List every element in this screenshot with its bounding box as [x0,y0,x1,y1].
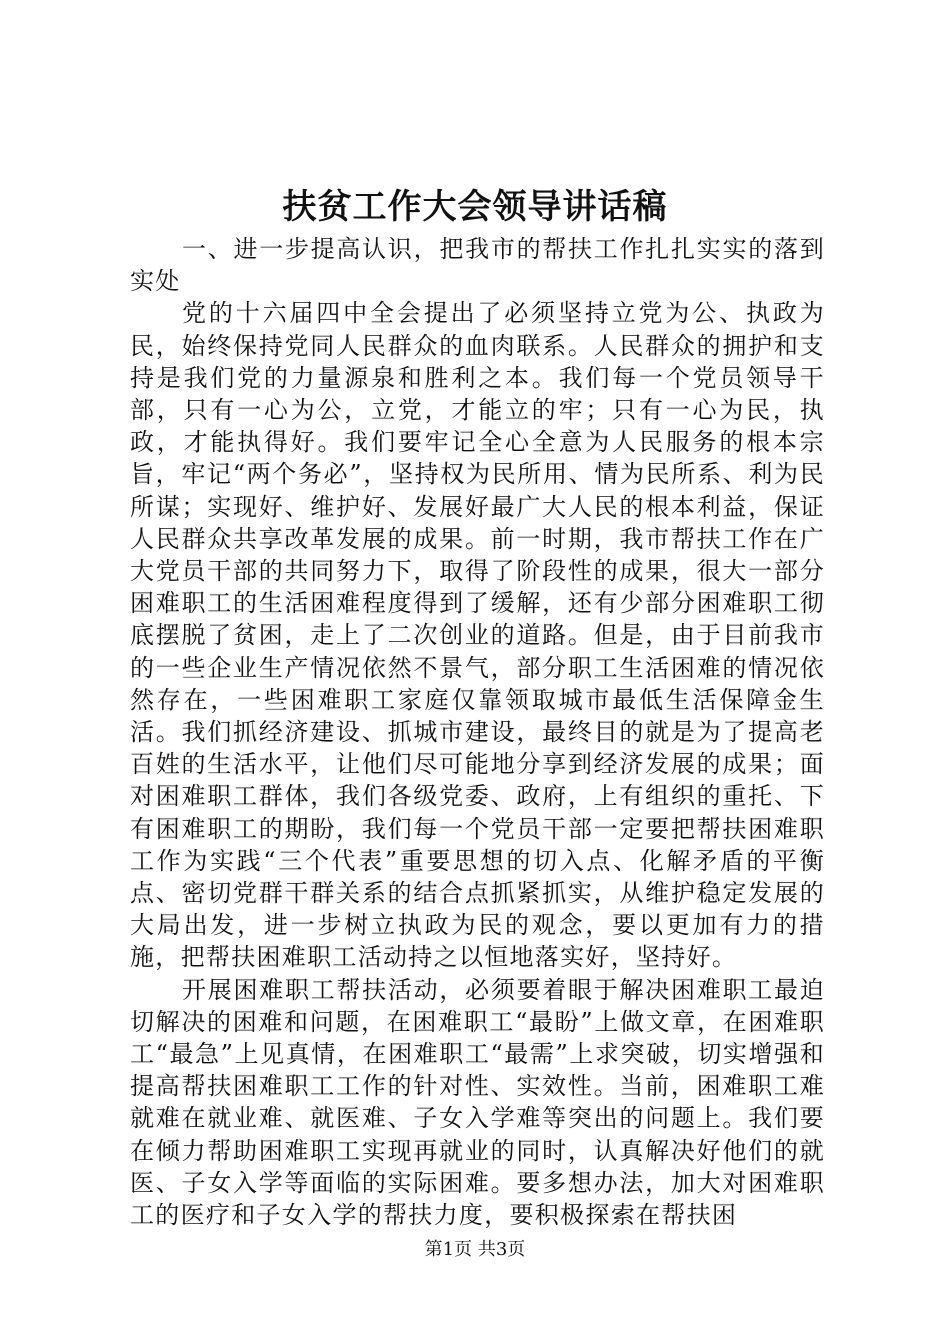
body-paragraph: 开展困难职工帮扶活动，必须要着眼于解决困难职工最迫切解决的困难和问题，在困难职工“最盼”上做文章，在困难职工“最急”上见真情，在困难职工“最需”上求突破，切实增强和提高帮扶困难职工工作的针对性、实效性。当前，困难职工难就难在就业难、就医难、子女入学难等突出的问题上。我们要在倾力帮助困难职工实现再就业的同时，认真解决好他们的就医、子女入学等面临的实际困难。要多想办法，加大对困难职工的医疗和子女入学的帮扶力度，要积极探索在帮扶困 [130,975,825,1230]
body-paragraph: 党的十六届四中全会提出了必须坚持立党为公、执政为民，始终保持党同人民群众的血肉联系。人民群众的拥护和支持是我们党的力量源泉和胜利之本。我们每一个党员领导干部，只有一心为公，立党，才能立的牢；只有一心为民，执政，才能执得好。我们要牢记全心全意为人民服务的根本宗旨，牢记“两个务必”，坚持权为民所用、情为民所系、利为民所谋；实现好、维护好、发展好最广大人民的根本利益，保证人民群众共享改革发展的成果。前一时期，我市帮扶工作在广大党员干部的共同努力下，取得了阶段性的成果，很大一部分困难职工的生活困难程度得到了缓解，还有少部分困难职工彻底摆脱了贫困，走上了二次创业的道路。但是，由于目前我市的一些企业生产情况依然不景气，部分职工生活困难的情况依然存在，一些困难职工家庭仅靠领取城市最低生活保障金生活。我们抓经济建设、抓城市建设，最终目的就是为了提高老百姓的生活水平，让他们尽可能地分享到经济发展的成果；面对困难职工群体，我们各级党委、政府，上有组织的重托、下有困难职工的期盼，我们每一个党员干部一定要把帮扶困难职工作为实践“三个代表”重要思想的切入点、化解矛盾的平衡点、密切党群干群关系的结合点抓紧抓实，从维护稳定发展的大局出发，进一步树立执政为民的观念，要以更加有力的措施，把帮扶困难职工活动持之以恒地落实好，坚持好。 [130,299,825,972]
document-body [130,233,825,1231]
document-title: 扶贫工作大会领导讲话稿 [282,187,668,227]
page-number-footer: 第1页 共3页 [424,1239,526,1260]
section-heading: 一、进一步提高认识，把我市的帮扶工作扎扎实实的落到实处 [130,235,825,296]
